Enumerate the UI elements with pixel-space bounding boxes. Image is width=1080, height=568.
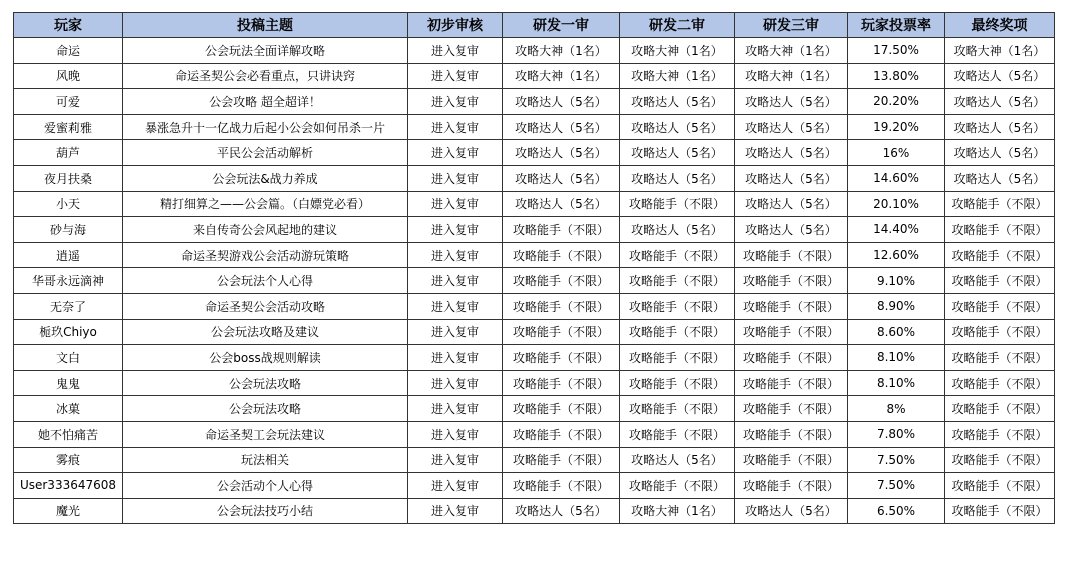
review-2-cell: 攻略大神（1名） [620, 38, 735, 64]
topic-cell: 公会玩法&战力养成 [123, 165, 408, 191]
review-2-cell: 攻略能手（不限） [620, 421, 735, 447]
review-3-cell: 攻略能手（不限） [735, 293, 848, 319]
review-3-cell: 攻略能手（不限） [735, 268, 848, 294]
vote-rate-cell: 7.50% [848, 473, 945, 499]
vote-rate-cell: 7.50% [848, 447, 945, 473]
review-1-cell: 攻略能手（不限） [503, 345, 620, 371]
final-award-cell: 攻略大神（1名） [945, 38, 1055, 64]
review-1-cell: 攻略能手（不限） [503, 217, 620, 243]
player-cell: 栀玖Chiyo [14, 319, 123, 345]
review-1-cell: 攻略达人（5名） [503, 165, 620, 191]
review-3-cell: 攻略能手（不限） [735, 396, 848, 422]
initial-review-cell: 进入复审 [408, 396, 503, 422]
topic-cell: 来自传奇公会风起地的建议 [123, 217, 408, 243]
review-2-cell: 攻略能手（不限） [620, 268, 735, 294]
review-3-cell: 攻略能手（不限） [735, 447, 848, 473]
final-award-cell: 攻略能手（不限） [945, 319, 1055, 345]
review-3-cell: 攻略能手（不限） [735, 370, 848, 396]
table-row [14, 345, 1055, 371]
review-1-cell: 攻略能手（不限） [503, 447, 620, 473]
review-3-cell: 攻略达人（5名） [735, 140, 848, 166]
review-3-cell: 攻略达人（5名） [735, 191, 848, 217]
final-award-cell: 攻略能手（不限） [945, 293, 1055, 319]
initial-review-cell: 进入复审 [408, 447, 503, 473]
table-row [14, 447, 1055, 473]
final-award-cell: 攻略达人（5名） [945, 114, 1055, 140]
final-award-cell: 攻略达人（5名） [945, 140, 1055, 166]
table-row [14, 89, 1055, 115]
vote-rate-cell: 19.20% [848, 114, 945, 140]
initial-review-cell: 进入复审 [408, 191, 503, 217]
player-cell: 文白 [14, 345, 123, 371]
review-3-cell: 攻略大神（1名） [735, 63, 848, 89]
topic-cell: 玩法相关 [123, 447, 408, 473]
vote-rate-cell: 20.10% [848, 191, 945, 217]
review-2-cell: 攻略达人（5名） [620, 89, 735, 115]
player-cell: 命运 [14, 38, 123, 64]
initial-review-cell: 进入复审 [408, 114, 503, 140]
vote-rate-cell: 6.50% [848, 498, 945, 524]
player-cell: 葫芦 [14, 140, 123, 166]
vote-rate-cell: 12.60% [848, 242, 945, 268]
table-row [14, 217, 1055, 243]
topic-cell: 精打细算之——公会篇。（白嫖党必看） [123, 191, 408, 217]
review-2-cell: 攻略能手（不限） [620, 191, 735, 217]
header-final-award: 最终奖项 [945, 13, 1055, 38]
initial-review-cell: 进入复审 [408, 293, 503, 319]
review-1-cell: 攻略能手（不限） [503, 421, 620, 447]
final-award-cell: 攻略能手（不限） [945, 498, 1055, 524]
final-award-cell: 攻略能手（不限） [945, 217, 1055, 243]
header-review-3: 研发三审 [735, 13, 848, 38]
vote-rate-cell: 14.40% [848, 217, 945, 243]
review-2-cell: 攻略能手（不限） [620, 242, 735, 268]
initial-review-cell: 进入复审 [408, 498, 503, 524]
review-2-cell: 攻略达人（5名） [620, 140, 735, 166]
player-cell: User333647608 [14, 473, 123, 499]
review-1-cell: 攻略能手（不限） [503, 319, 620, 345]
vote-rate-cell: 8.90% [848, 293, 945, 319]
review-2-cell: 攻略大神（1名） [620, 63, 735, 89]
review-1-cell: 攻略大神（1名） [503, 63, 620, 89]
final-award-cell: 攻略达人（5名） [945, 165, 1055, 191]
review-3-cell: 攻略能手（不限） [735, 473, 848, 499]
player-cell: 她不怕痛苦 [14, 421, 123, 447]
table-row [14, 319, 1055, 345]
header-initial-review: 初步审核 [408, 13, 503, 38]
table-row [14, 268, 1055, 294]
table-row [14, 370, 1055, 396]
review-1-cell: 攻略能手（不限） [503, 396, 620, 422]
table-row [14, 63, 1055, 89]
review-2-cell: 攻略能手（不限） [620, 396, 735, 422]
initial-review-cell: 进入复审 [408, 370, 503, 396]
vote-rate-cell: 13.80% [848, 63, 945, 89]
review-1-cell: 攻略能手（不限） [503, 370, 620, 396]
table-row [14, 165, 1055, 191]
topic-cell: 公会玩法全面详解攻略 [123, 38, 408, 64]
final-award-cell: 攻略能手（不限） [945, 345, 1055, 371]
header-review-1: 研发一审 [503, 13, 620, 38]
topic-cell: 命运圣契公会活动攻略 [123, 293, 408, 319]
table-row [14, 421, 1055, 447]
table-row [14, 293, 1055, 319]
player-cell: 可爱 [14, 89, 123, 115]
initial-review-cell: 进入复审 [408, 89, 503, 115]
vote-rate-cell: 16% [848, 140, 945, 166]
header-vote-rate: 玩家投票率 [848, 13, 945, 38]
header-review-2: 研发二审 [620, 13, 735, 38]
table-row [14, 498, 1055, 524]
player-cell: 无奈了 [14, 293, 123, 319]
topic-cell: 公会玩法技巧小结 [123, 498, 408, 524]
vote-rate-cell: 8.60% [848, 319, 945, 345]
table-row [14, 396, 1055, 422]
review-2-cell: 攻略达人（5名） [620, 114, 735, 140]
review-2-cell: 攻略达人（5名） [620, 217, 735, 243]
review-3-cell: 攻略能手（不限） [735, 242, 848, 268]
vote-rate-cell: 8.10% [848, 370, 945, 396]
topic-cell: 公会boss战规则解读 [123, 345, 408, 371]
table-row [14, 114, 1055, 140]
table-row [14, 473, 1055, 499]
final-award-cell: 攻略能手（不限） [945, 268, 1055, 294]
review-1-cell: 攻略达人（5名） [503, 498, 620, 524]
final-award-cell: 攻略能手（不限） [945, 396, 1055, 422]
review-3-cell: 攻略达人（5名） [735, 114, 848, 140]
review-2-cell: 攻略能手（不限） [620, 345, 735, 371]
final-award-cell: 攻略能手（不限） [945, 191, 1055, 217]
player-cell: 魔光 [14, 498, 123, 524]
player-cell: 冰菓 [14, 396, 123, 422]
review-2-cell: 攻略大神（1名） [620, 498, 735, 524]
review-1-cell: 攻略能手（不限） [503, 242, 620, 268]
topic-cell: 公会攻略 超全超详！ [123, 89, 408, 115]
topic-cell: 公会活动个人心得 [123, 473, 408, 499]
review-1-cell: 攻略达人（5名） [503, 140, 620, 166]
review-1-cell: 攻略达人（5名） [503, 114, 620, 140]
review-1-cell: 攻略达人（5名） [503, 191, 620, 217]
review-3-cell: 攻略能手（不限） [735, 319, 848, 345]
review-2-cell: 攻略能手（不限） [620, 370, 735, 396]
vote-rate-cell: 8.10% [848, 345, 945, 371]
player-cell: 爱蜜莉雅 [14, 114, 123, 140]
review-3-cell: 攻略达人（5名） [735, 498, 848, 524]
vote-rate-cell: 8% [848, 396, 945, 422]
review-2-cell: 攻略能手（不限） [620, 293, 735, 319]
initial-review-cell: 进入复审 [408, 473, 503, 499]
initial-review-cell: 进入复审 [408, 63, 503, 89]
review-2-cell: 攻略能手（不限） [620, 319, 735, 345]
table-row [14, 191, 1055, 217]
topic-cell: 命运圣契游戏公会活动游玩策略 [123, 242, 408, 268]
player-cell: 砂与海 [14, 217, 123, 243]
review-3-cell: 攻略达人（5名） [735, 89, 848, 115]
final-award-cell: 攻略能手（不限） [945, 370, 1055, 396]
final-award-cell: 攻略达人（5名） [945, 89, 1055, 115]
review-1-cell: 攻略能手（不限） [503, 293, 620, 319]
initial-review-cell: 进入复审 [408, 217, 503, 243]
review-1-cell: 攻略大神（1名） [503, 38, 620, 64]
initial-review-cell: 进入复审 [408, 319, 503, 345]
review-3-cell: 攻略能手（不限） [735, 421, 848, 447]
table-row [14, 140, 1055, 166]
review-3-cell: 攻略达人（5名） [735, 165, 848, 191]
initial-review-cell: 进入复审 [408, 345, 503, 371]
table-row [14, 38, 1055, 64]
initial-review-cell: 进入复审 [408, 140, 503, 166]
review-2-cell: 攻略达人（5名） [620, 165, 735, 191]
review-2-cell: 攻略能手（不限） [620, 473, 735, 499]
topic-cell: 公会玩法攻略及建议 [123, 319, 408, 345]
vote-rate-cell: 17.50% [848, 38, 945, 64]
player-cell: 华哥永远滴神 [14, 268, 123, 294]
header-row [14, 13, 1055, 38]
player-cell: 夜月扶桑 [14, 165, 123, 191]
topic-cell: 公会玩法个人心得 [123, 268, 408, 294]
player-cell: 雾痕 [14, 447, 123, 473]
initial-review-cell: 进入复审 [408, 421, 503, 447]
topic-cell: 公会玩法攻略 [123, 396, 408, 422]
topic-cell: 命运圣契公会必看重点，只讲诀窍 [123, 63, 408, 89]
topic-cell: 暴涨急升十一亿战力后起小公会如何吊杀一片 [123, 114, 408, 140]
topic-cell: 命运圣契工会玩法建议 [123, 421, 408, 447]
results-table [13, 12, 1055, 524]
vote-rate-cell: 9.10% [848, 268, 945, 294]
review-1-cell: 攻略能手（不限） [503, 268, 620, 294]
review-3-cell: 攻略能手（不限） [735, 345, 848, 371]
topic-cell: 平民公会活动解析 [123, 140, 408, 166]
player-cell: 小天 [14, 191, 123, 217]
review-1-cell: 攻略达人（5名） [503, 89, 620, 115]
review-2-cell: 攻略达人（5名） [620, 447, 735, 473]
player-cell: 鬼鬼 [14, 370, 123, 396]
final-award-cell: 攻略达人（5名） [945, 63, 1055, 89]
review-3-cell: 攻略达人（5名） [735, 217, 848, 243]
initial-review-cell: 进入复审 [408, 268, 503, 294]
header-player: 玩家 [14, 13, 123, 38]
header-topic: 投稿主题 [123, 13, 408, 38]
initial-review-cell: 进入复审 [408, 165, 503, 191]
final-award-cell: 攻略能手（不限） [945, 242, 1055, 268]
final-award-cell: 攻略能手（不限） [945, 421, 1055, 447]
final-award-cell: 攻略能手（不限） [945, 447, 1055, 473]
table-row [14, 242, 1055, 268]
player-cell: 逍遥 [14, 242, 123, 268]
vote-rate-cell: 20.20% [848, 89, 945, 115]
final-award-cell: 攻略能手（不限） [945, 473, 1055, 499]
topic-cell: 公会玩法攻略 [123, 370, 408, 396]
vote-rate-cell: 14.60% [848, 165, 945, 191]
review-1-cell: 攻略能手（不限） [503, 473, 620, 499]
player-cell: 风晚 [14, 63, 123, 89]
initial-review-cell: 进入复审 [408, 38, 503, 64]
initial-review-cell: 进入复审 [408, 242, 503, 268]
review-3-cell: 攻略大神（1名） [735, 38, 848, 64]
vote-rate-cell: 7.80% [848, 421, 945, 447]
